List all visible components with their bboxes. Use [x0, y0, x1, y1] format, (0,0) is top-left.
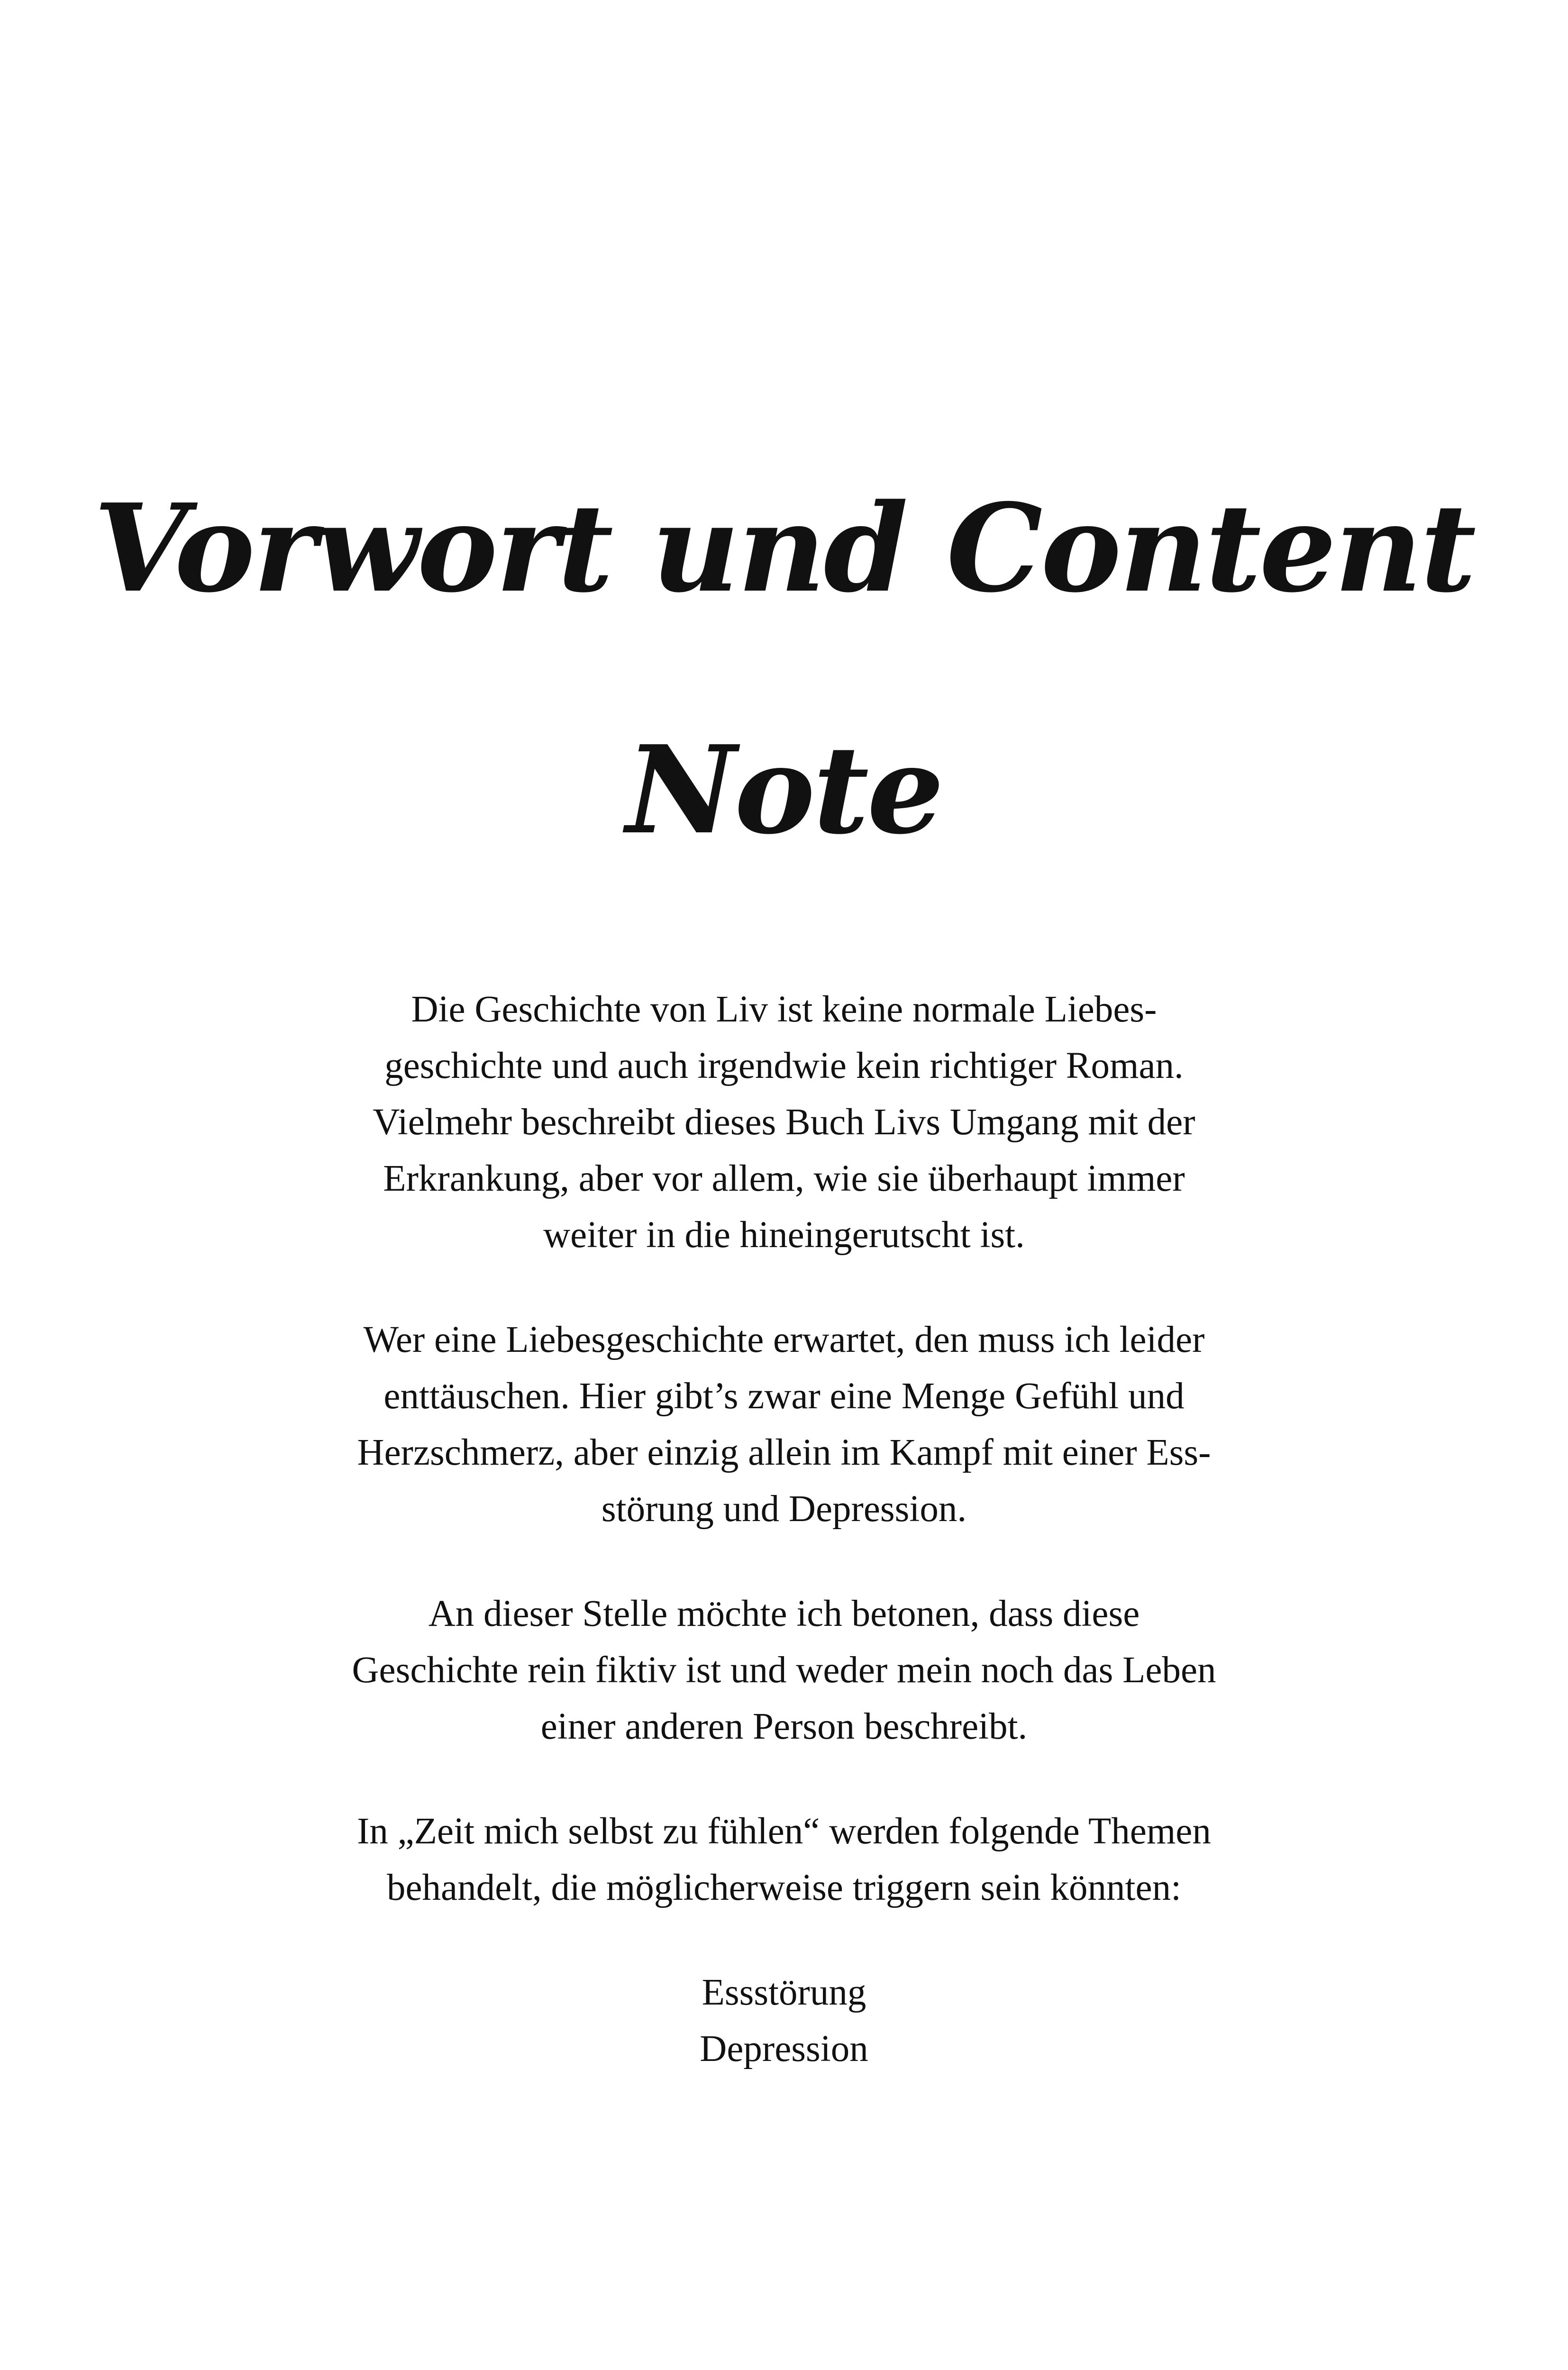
- text-line: behandelt, die möglicherweise triggern sein könnten:: [386, 1867, 1182, 1908]
- paragraph-intro: [263, 981, 1305, 1263]
- foreword-text: [263, 981, 1305, 2077]
- text-line: Die Geschichte von Liv ist keine normale Liebes-: [411, 989, 1157, 1030]
- text-line: einer anderen Person beschreibt.: [540, 1706, 1028, 1747]
- text-line: In „Zeit mich selbst zu fühlen“ werden folgende Themen: [357, 1811, 1211, 1852]
- text-line: störung und Depression.: [601, 1488, 967, 1530]
- text-line: enttäuschen. Hier gibt’s zwar eine Menge Gefühl und: [383, 1376, 1185, 1417]
- paragraph-trigger-intro: [263, 1803, 1305, 1916]
- text-line: Erkrankung, aber vor allem, wie sie überhaupt immer: [383, 1158, 1185, 1199]
- page-title-line-1: Vorwort und Content: [93, 478, 1475, 620]
- trigger-topic-list: [263, 1964, 1305, 2077]
- text-line: Geschichte rein fiktiv ist und weder mein noch das Leben: [352, 1650, 1216, 1691]
- text-line: geschichte und auch irgendwie kein richtiger Roman.: [384, 1045, 1184, 1086]
- text-line: weiter in die hineingerutscht ist.: [543, 1214, 1025, 1256]
- text-line: Vielmehr beschreibt dieses Buch Livs Umgang mit der: [373, 1102, 1195, 1143]
- text-line: An dieser Stelle möchte ich betonen, dass diese: [428, 1593, 1140, 1634]
- paragraph-fiction-note: [263, 1586, 1305, 1755]
- trigger-topic: Depression: [700, 2028, 868, 2069]
- text-line: Herzschmerz, aber einzig allein im Kampf mit einer Ess-: [357, 1432, 1211, 1473]
- text-line: Wer eine Liebesgeschichte erwartet, den muss ich leider: [363, 1319, 1205, 1360]
- trigger-topic: Essstörung: [702, 1972, 866, 2013]
- paragraph-expectations: [263, 1312, 1305, 1537]
- page-title-line-2: Note: [626, 720, 942, 861]
